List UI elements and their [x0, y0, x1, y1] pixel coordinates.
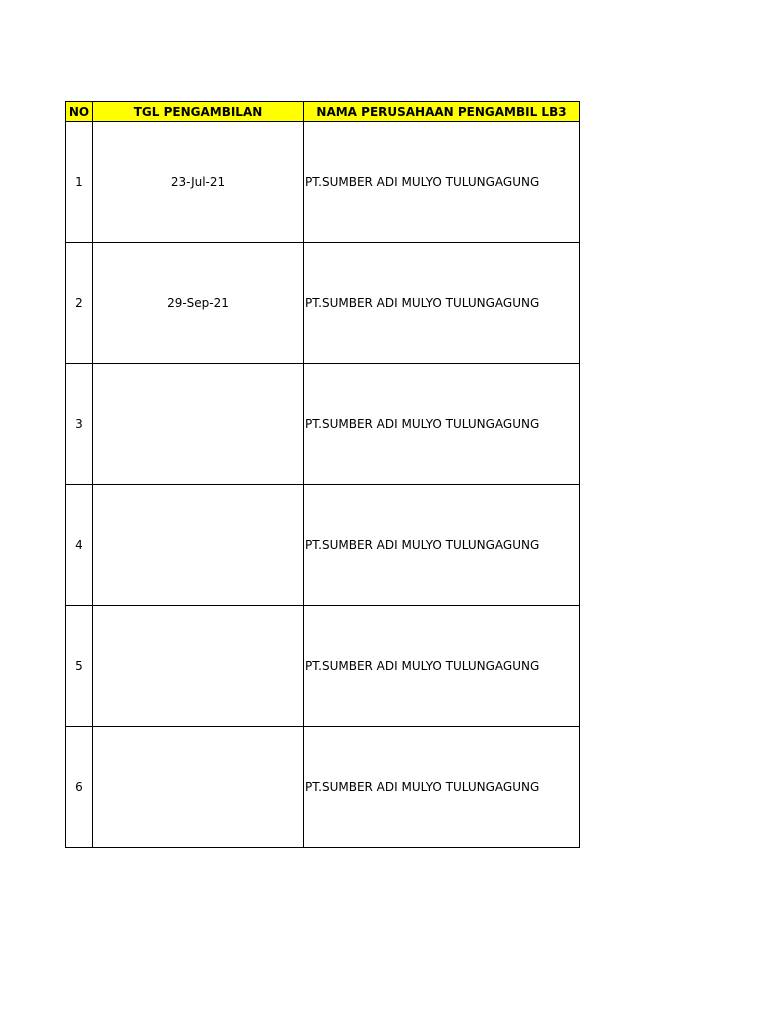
- cell-tgl: 23-Jul-21: [93, 122, 304, 243]
- table-row: [66, 485, 580, 606]
- cell-nama: PT.SUMBER ADI MULYO TULUNGAGUNG: [304, 122, 580, 243]
- lb3-collection-table: [65, 101, 580, 848]
- cell-no: 4: [66, 485, 93, 606]
- header-nama-perusahaan: NAMA PERUSAHAAN PENGAMBIL LB3: [304, 102, 580, 122]
- table-row: [66, 243, 580, 364]
- cell-no: 6: [66, 727, 93, 848]
- cell-nama: PT.SUMBER ADI MULYO TULUNGAGUNG: [304, 243, 580, 364]
- header-row: [66, 102, 580, 122]
- cell-tgl: [93, 364, 304, 485]
- cell-nama: PT.SUMBER ADI MULYO TULUNGAGUNG: [304, 606, 580, 727]
- cell-no: 3: [66, 364, 93, 485]
- header-no: NO: [66, 102, 93, 122]
- table-row: [66, 122, 580, 243]
- cell-tgl: [93, 727, 304, 848]
- cell-nama: PT.SUMBER ADI MULYO TULUNGAGUNG: [304, 485, 580, 606]
- header-tgl-pengambilan: TGL PENGAMBILAN: [93, 102, 304, 122]
- cell-nama: PT.SUMBER ADI MULYO TULUNGAGUNG: [304, 727, 580, 848]
- cell-no: 5: [66, 606, 93, 727]
- cell-tgl: 29-Sep-21: [93, 243, 304, 364]
- cell-nama: PT.SUMBER ADI MULYO TULUNGAGUNG: [304, 364, 580, 485]
- cell-no: 1: [66, 122, 93, 243]
- cell-tgl: [93, 485, 304, 606]
- cell-tgl: [93, 606, 304, 727]
- table-row: [66, 727, 580, 848]
- table-row: [66, 364, 580, 485]
- cell-no: 2: [66, 243, 93, 364]
- table-row: [66, 606, 580, 727]
